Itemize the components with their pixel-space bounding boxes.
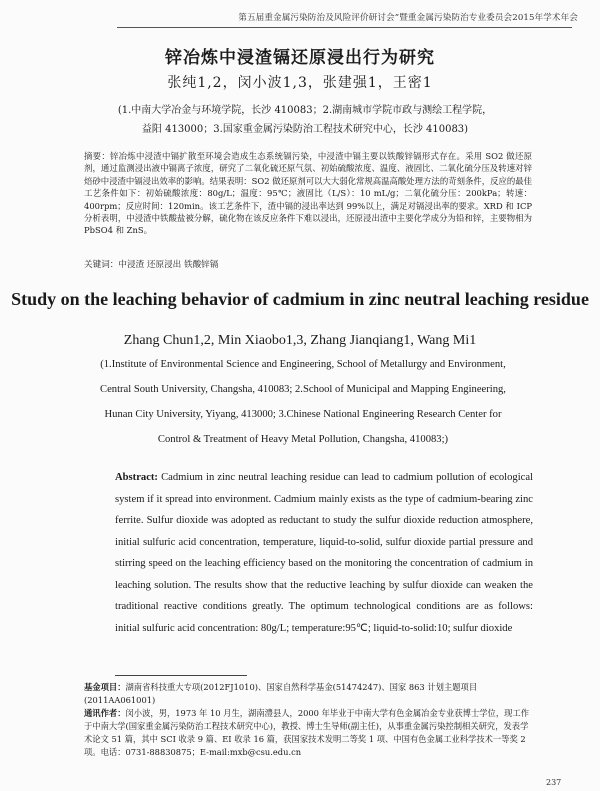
chinese-affiliation-line-1: (1.中南大学冶金与环境学院，长沙 410083；2.湖南城市学院市政与测绘工程学院， [117,105,493,116]
chinese-affiliation-line-2: 益阳 413000；3.国家重金属污染防治工程技术研究中心，长沙 410083) [141,124,469,135]
english-abstract [115,467,533,639]
header-rule [117,27,572,28]
funding-label: 基金项目： [84,682,126,692]
chinese-abstract: 摘要：锌冶炼中浸渣中镉扩散至环境会造成生态系统镉污染，中浸渣中镉主要以铁酸锌镉形式存在。采用 SO2 做还原剂，通过监测浸出液中镉离子浓度，研究了二氧化硫还原气氛、初始硫酸浓度、温度、液固比、二氧化硫分压及转速对锌焙砂中浸渣中镉浸出效率的影响。结果表明：SO2 做还原剂可以大大弱化常规高温高酸处理方法的苛刻条件，反应的最佳工艺条件如下：初始硫酸浓度：80g/L；温度：95℃；液固比（L/S）：10 mL/g；二氧化硫分压：200kPa；转速：400rpm；反应时间：120min。该工艺条件下，渣中镉的浸出率达到 99%以上，满足对镉浸出率的要求。XRD 和 ICP 分析表明，中浸渣中铁酸盐被分解，硫化物在该反应条件下难以浸出，还原浸出渣中主要化学成分为铅和锌，主要物相为 PbSO4 和 ZnS。 [84,151,532,236]
running-header: 第五届重金属污染防治及风险评价研讨会”暨重金属污染防治专业委员会2015年学术年会 [238,13,578,23]
contact-label: 通讯作者： [84,708,126,718]
abstract-label: Abstract: [115,472,158,483]
contact-text: 闵小波，男，1973 年 10 月生，湖南澧县人，2000 年毕业于中南大学有色金属冶金专业获博士学位，现工作于中南大学(国家重金属污染防治工程技术研究中心)，教授、博士生导师(副主任)，从事重金属污染控制相关研究，发表学术论文 51 篇，其中 SCI 收录 9 篇、EI 收录 16 篇，获国家技术发明二等奖 1 项、中国有色金属工业科学技术一等奖 2 项。电话：0731-88830875；E-mail:mxb@csu.edu.cn [84,708,530,757]
funding-footnote [84,681,534,707]
english-title: Study on the leaching behavior of cadmium in zinc neutral leaching residue [11,289,589,309]
chinese-title: 锌冶炼中浸渣镉还原浸出行为研究 [165,48,435,68]
chinese-keywords: 关键词：中浸渣 还原浸出 铁酸锌镉 [84,260,219,270]
english-authors: Zhang Chun1,2, Min Xiaobo1,3, Zhang Jianqiang1, Wang Mi1 [123,333,477,348]
funding-text: 湖南省科技重大专项(2012FJ1010)、国家自然科学基金(51474247)、国家 863 计划主题项目(2011AA061001) [84,682,478,705]
chinese-authors: 张纯1,2，闵小波1,3，张建强1，王密1 [167,75,433,91]
english-abstract-text: Cadmium in zinc neutral leaching residue can lead to cadmium pollution of ecological system if it spread into environment. Cadmium mainly exists as the type of cadmium-bearing zinc ferrite. Sulfur dioxide was adopted as reductant to study the sulfur dioxide reduction atmosphere, initial sulfuric acid concentration, temperature, liquid-to-solid, sulfur dioxide partial pressure and stirring speed on the leaching efficiency based on the monitoring the concentration of cadmium in leaching solution. The results show that the reductive leaching by sulfur dioxide can weaken the traditional reactive conditions greatly. The optimum technological conditions are as follows: initial sulfuric acid concentration: 80g/L; temperature:95℃; liquid-to-solid:10; sulfur dioxide [115,472,533,634]
contact-footnote [84,707,534,759]
english-affiliation: (1.Institute of Environmental Science and Engineering, School of Metallurgy and Environment, Central South University, Changsha, 410083; 2.School of Municipal and Mapping Engineering, Hunan City University, Yiyang, 413000; 3.Chinese National Engineering Research Center for Control & Treatment of Heavy Metal Pollution, Changsha, 410083;) [100,359,506,445]
page-number: 237 [546,778,562,787]
footnote-rule [115,675,247,676]
